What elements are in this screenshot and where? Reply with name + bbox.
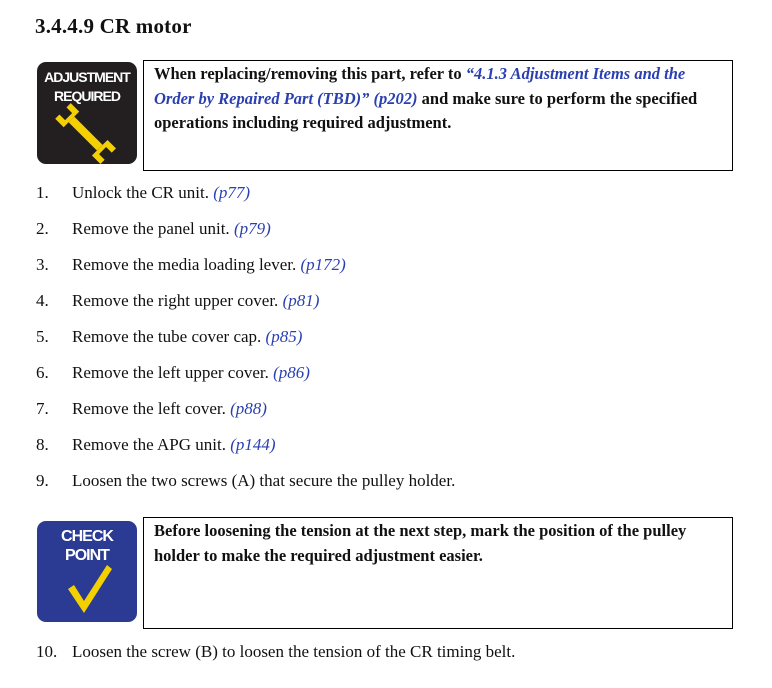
list-item: 1. Unlock the CR unit. (p77) [36, 183, 251, 202]
page-reference-link[interactable]: (p144) [230, 435, 276, 454]
adjustment-required-badge [37, 62, 137, 164]
check-point-badge [37, 521, 137, 622]
badge-line-2: POINT [65, 547, 109, 564]
list-item: 5. Remove the tube cover cap. (p85) [36, 327, 303, 346]
page-reference-link[interactable]: (p85) [265, 327, 303, 346]
page-reference-link[interactable]: (p79) [233, 219, 271, 238]
list-item: 4. Remove the right upper cover. (p81) [36, 291, 320, 310]
list-item: 6. Remove the left upper cover. (p86) [36, 363, 310, 382]
badge-line-1: ADJUSTMENT [44, 69, 130, 85]
list-item: 3. Remove the media loading lever. (p172) [36, 255, 346, 274]
page-reference-link[interactable]: (p172) [300, 255, 346, 274]
section-heading: 3.4.4.9 CR motor [35, 14, 192, 38]
list-item: 7. Remove the left cover. (p88) [36, 399, 267, 418]
adjustment-note-text-after: and make sure to perform the specified operations including required adjustment. [154, 88, 698, 132]
list-item: 9. Loosen the two screws (A) that secure the pulley holder. [36, 471, 456, 490]
badge-line-2: REQUIRED [54, 88, 120, 104]
page-reference-link[interactable]: (p86) [273, 363, 310, 382]
list-item: 2. Remove the panel unit. (p79) [36, 219, 271, 238]
adjustment-note-box [143, 60, 733, 171]
adjustment-note-text-before: When replacing/removing this part, refer to [154, 64, 466, 83]
checkmark-icon [37, 521, 137, 622]
page-reference-link[interactable]: (p88) [230, 399, 267, 418]
badge-line-1: CHECK [61, 528, 113, 545]
page-reference-link[interactable]: (p81) [282, 291, 320, 310]
list-item: 8. Remove the APG unit. (p144) [36, 435, 276, 454]
adjustment-reference-link[interactable]: “4.1.3 Adjustment Items and the Order by Repaired Part (TBD)” (p202) [154, 64, 686, 108]
wrench-icon [37, 62, 137, 164]
check-point-note-box [143, 517, 733, 629]
check-point-note-text: Before loosening the tension at the next step, mark the position of the pulley holder to make the required adjustment easier. [154, 521, 687, 565]
list-item: 10. Loosen the screw (B) to loosen the tension of the CR timing belt. [36, 642, 516, 661]
page-reference-link[interactable]: (p77) [213, 183, 251, 202]
